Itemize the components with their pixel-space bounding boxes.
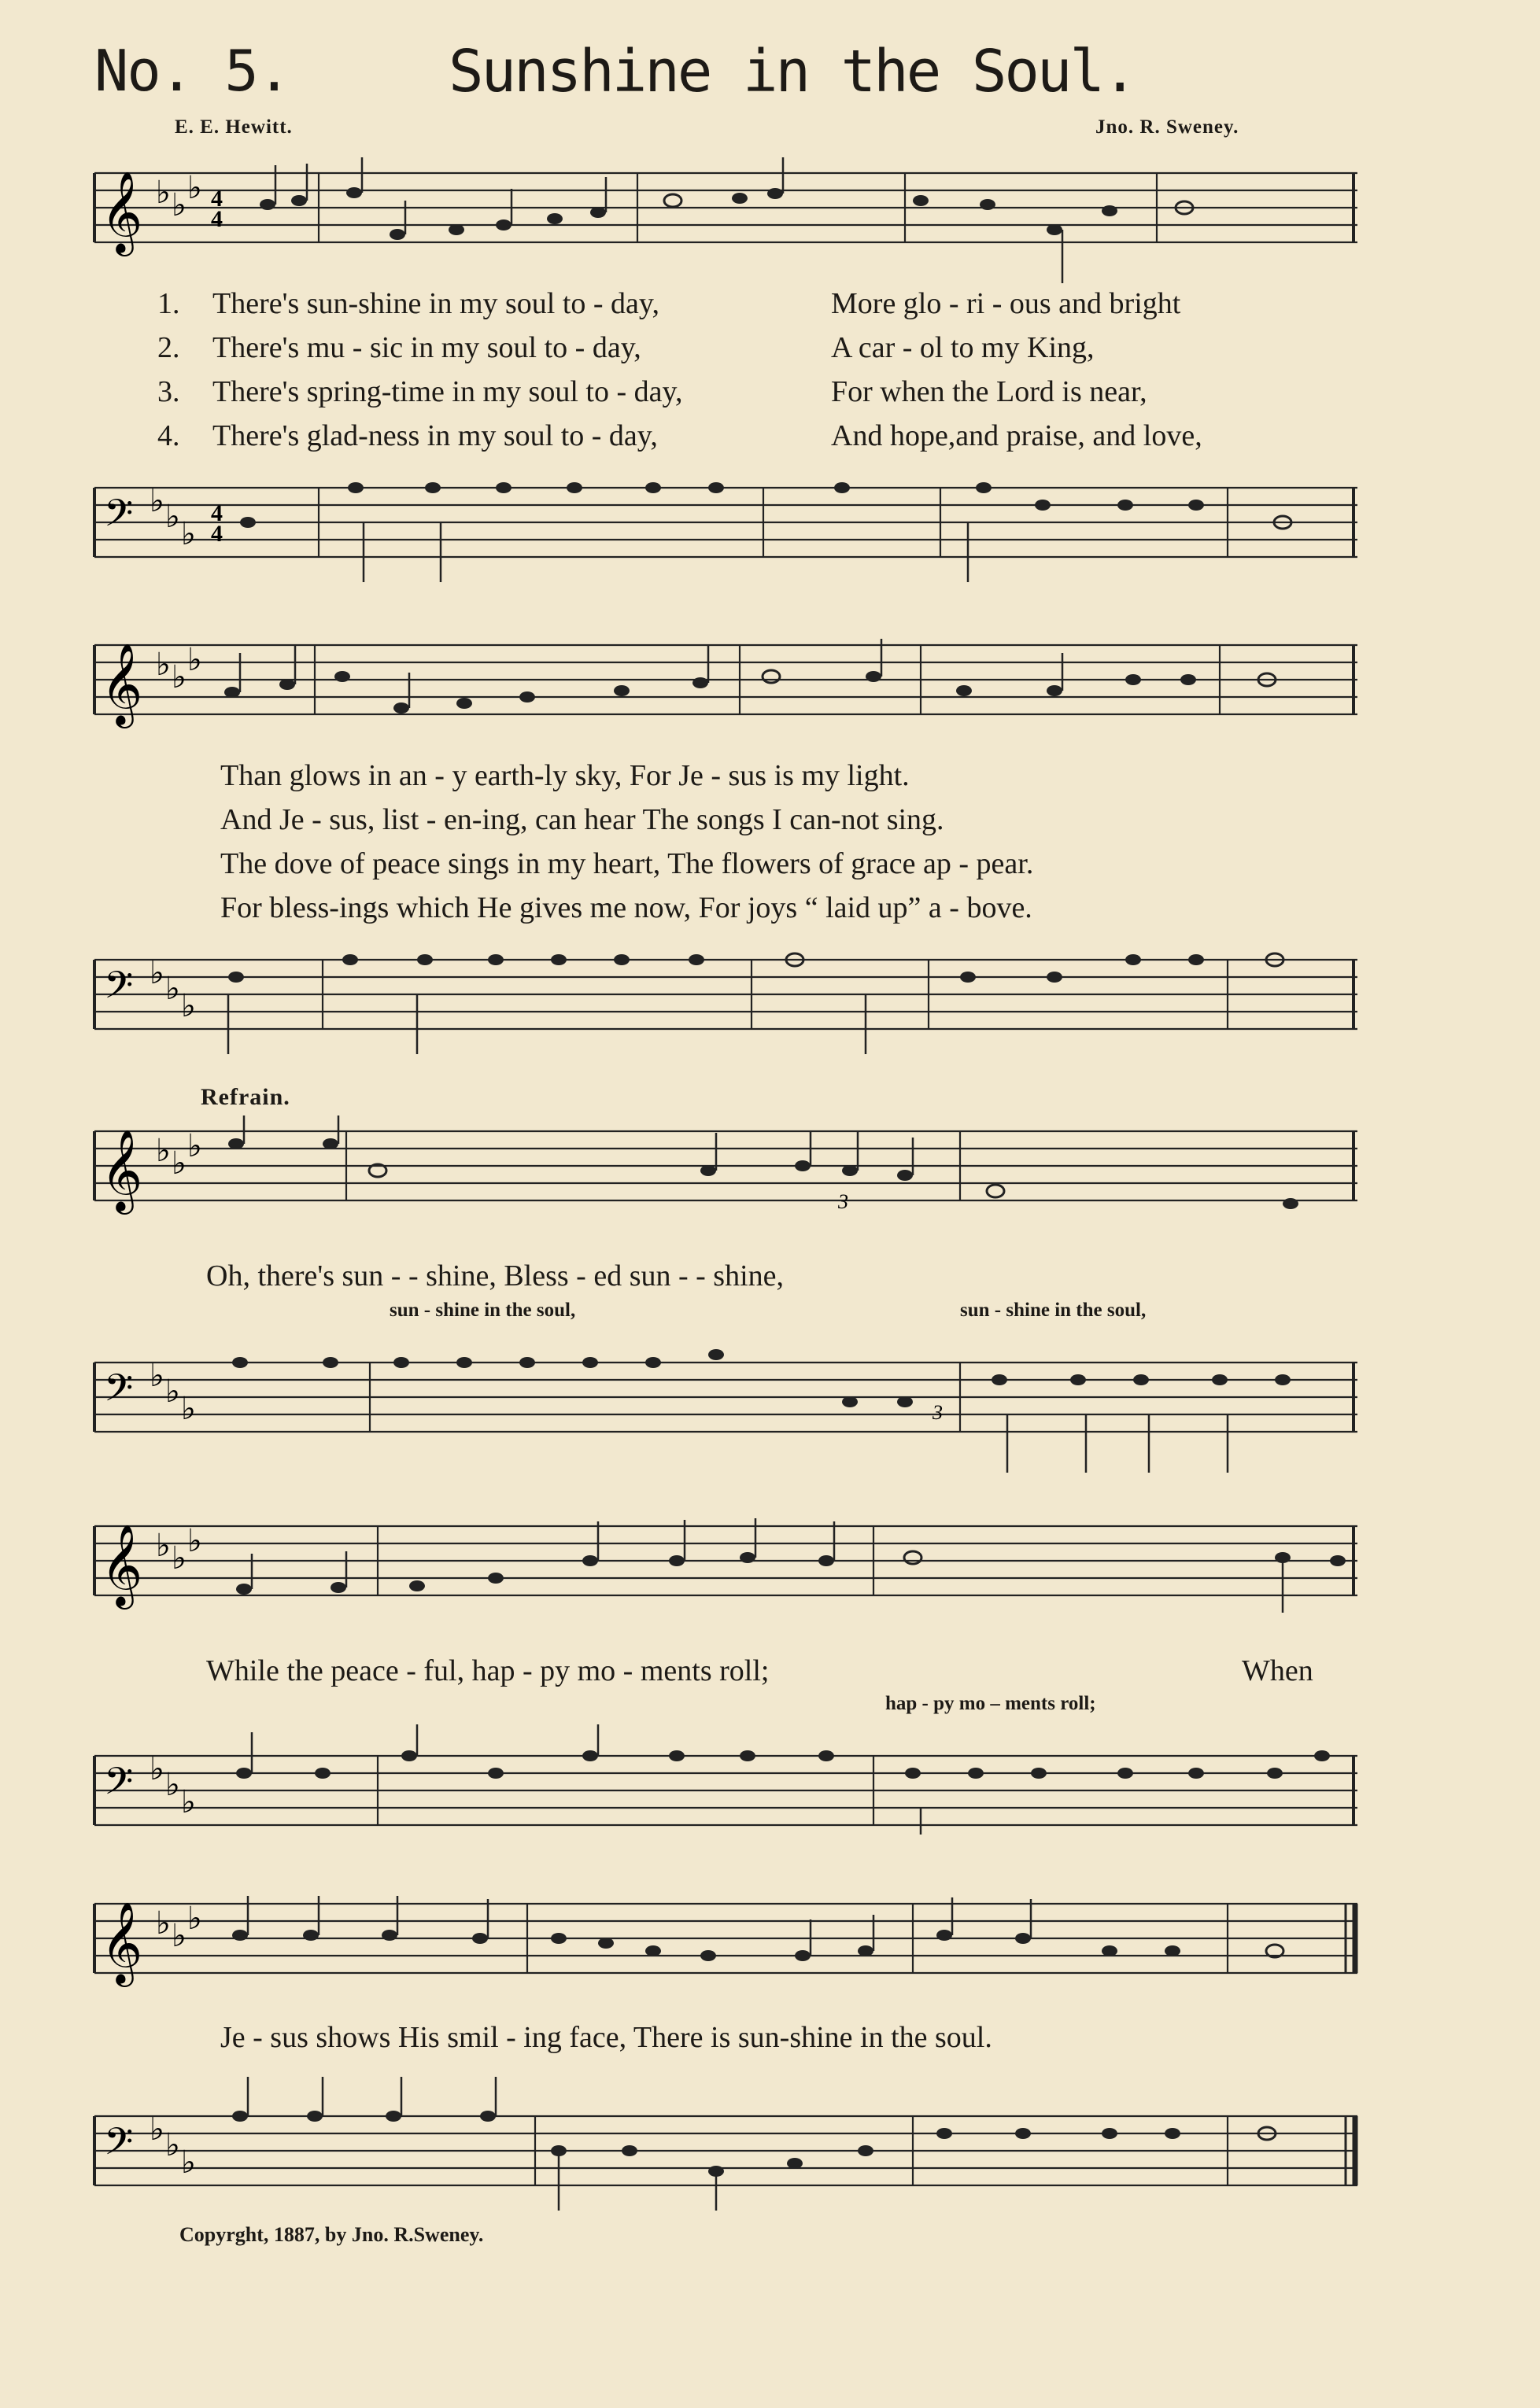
staff-system1-treble: [87, 157, 1365, 291]
svg-text:𝄞: 𝄞: [101, 1132, 143, 1210]
staff-system4-bass: [87, 1724, 1365, 1842]
svg-text:3: 3: [838, 1190, 848, 1213]
svg-text:♭: ♭: [150, 483, 164, 518]
svg-text:4: 4: [211, 521, 223, 547]
svg-text:♭: ♭: [187, 642, 202, 677]
svg-text:♭: ♭: [187, 1128, 202, 1163]
svg-text:♭: ♭: [181, 1391, 196, 1426]
svg-text:♭: ♭: [187, 1901, 202, 1936]
verse-1-line1: 1. There's sun-shine in my soul to - day, More glo - ri - ous and bright: [157, 287, 1181, 320]
verse-3-line2: The dove of peace sings in my heart, The flowers of grace ap - pear.: [220, 847, 1034, 880]
svg-text:♭: ♭: [156, 1133, 171, 1168]
refrain-echo-1b: sun - shine in the soul,: [960, 1300, 1147, 1321]
svg-text:♭: ♭: [165, 499, 180, 534]
composer-credit: Jno. R. Sweney.: [1095, 116, 1239, 138]
svg-text:♭: ♭: [165, 1374, 180, 1409]
verse-lyrics-first-half: [157, 282, 1385, 458]
staff-system3-bass: [87, 1339, 1365, 1481]
svg-text:𝄢: 𝄢: [104, 964, 134, 1016]
refrain-echo-1a: sun - shine in the soul,: [390, 1300, 576, 1321]
svg-text:♭: ♭: [150, 955, 164, 990]
svg-text:𝄞: 𝄞: [101, 646, 143, 724]
svg-text:♭: ♭: [165, 2127, 180, 2163]
svg-text:♭: ♭: [150, 2111, 164, 2147]
svg-text:♭: ♭: [172, 659, 186, 695]
lyricist-credit: E. E. Hewitt.: [175, 116, 293, 138]
hymn-header: [94, 38, 1448, 109]
svg-text:𝄢: 𝄢: [104, 1761, 134, 1812]
refrain-echo-2: hap - py mo – ments roll;: [885, 1693, 1096, 1714]
svg-text:𝄞: 𝄞: [101, 1527, 143, 1605]
svg-text:♭: ♭: [156, 1528, 171, 1563]
staff-system2-treble: [87, 629, 1365, 763]
staff-system2-bass: [87, 944, 1365, 1062]
svg-text:♭: ♭: [172, 1145, 186, 1181]
refrain-label: Refrain.: [201, 1084, 290, 1110]
svg-text:♭: ♭: [165, 971, 180, 1006]
svg-text:4: 4: [211, 500, 223, 526]
svg-text:♭: ♭: [165, 1767, 180, 1802]
refrain-lyric-line1: Oh, there's sun - - shine, Bless - ed sun - - shine,: [206, 1259, 785, 1293]
svg-text:♭: ♭: [156, 175, 171, 210]
svg-text:♭: ♭: [181, 1784, 196, 1820]
staff-system1-bass: [87, 472, 1365, 590]
verse-3-line1: 3. There's spring-time in my soul to - day, For when the Lord is near,: [157, 375, 1147, 408]
svg-text:♭: ♭: [150, 1751, 164, 1787]
verse-lyrics-second-half: [220, 754, 1448, 930]
svg-text:♭: ♭: [156, 647, 171, 682]
svg-text:♭: ♭: [187, 1523, 202, 1558]
svg-text:♭: ♭: [172, 1918, 186, 1953]
staff-system5-treble: [87, 1888, 1365, 2022]
refrain-lyric-line2-end: When: [1242, 1654, 1313, 1687]
verse-2-line2: And Je - sus, list - en-ing, can hear The songs I can-not sing.: [220, 803, 944, 836]
staff-system5-bass: [87, 2077, 1365, 2218]
staff-system3-treble: [87, 1115, 1365, 1249]
svg-text:𝄢: 𝄢: [104, 492, 134, 544]
svg-text:3: 3: [932, 1401, 943, 1424]
svg-text:𝄞: 𝄞: [101, 171, 143, 253]
verse-1-line2: Than glows in an - y earth-ly sky, For Je - sus is my light.: [220, 759, 910, 792]
verse-2-line1: 2. There's mu - sic in my soul to - day, A car - ol to my King,: [157, 331, 1095, 364]
svg-text:4: 4: [211, 186, 223, 212]
svg-text:♭: ♭: [181, 2144, 196, 2180]
svg-text:𝄞: 𝄞: [101, 1905, 143, 1982]
staff-system4-treble: [87, 1510, 1365, 1644]
verse-4-line2: For bless-ings which He gives me now, For joys “ laid up” a - bove.: [220, 891, 1032, 924]
svg-text:♭: ♭: [156, 1905, 171, 1941]
svg-text:𝄢: 𝄢: [104, 1367, 134, 1418]
svg-text:4: 4: [211, 206, 223, 232]
svg-text:♭: ♭: [172, 187, 186, 223]
hymn-title: Sunshine in the Soul.: [449, 38, 1136, 105]
svg-text:𝄢: 𝄢: [104, 2121, 134, 2172]
svg-text:♭: ♭: [181, 988, 196, 1023]
svg-text:♭: ♭: [150, 1358, 164, 1393]
svg-text:♭: ♭: [172, 1540, 186, 1576]
svg-text:♭: ♭: [187, 170, 202, 205]
hymn-number: No. 5.: [94, 38, 290, 104]
verse-4-line1: 4. There's glad-ness in my soul to - day, And hope,and praise, and love,: [157, 419, 1202, 452]
refrain-lyric-line3: Je - sus shows His smil - ing face, There is sun-shine in the soul.: [220, 2021, 992, 2054]
svg-text:♭: ♭: [181, 516, 196, 551]
copyright-notice: Copyrght, 1887, by Jno. R.Sweney.: [179, 2223, 484, 2246]
refrain-lyric-line2: While the peace - ful, hap - py mo - ments roll;: [206, 1654, 770, 1687]
